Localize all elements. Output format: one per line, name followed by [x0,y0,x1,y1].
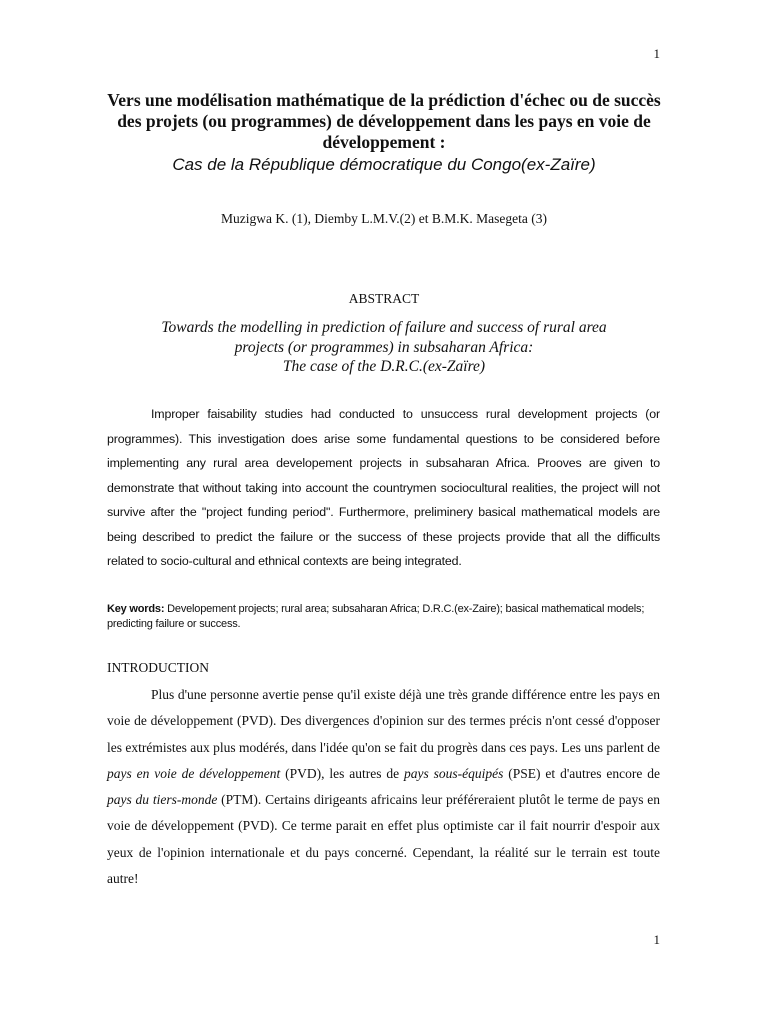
intro-emphasis: pays sous-équipés [404,765,504,781]
intro-text: (PSE) et d'autres encore de [503,765,660,781]
page-number-bottom: 1 [653,932,660,947]
abstract-title-line: projects (or programmes) in subsaharan Africa: [234,338,534,356]
introduction-paragraph [107,682,660,892]
keywords-text: Developement projects; rural area; subsaharan Africa; D.R.C.(ex-Zaire); basical mathematical models; predicting failure or success. [107,603,645,630]
abstract-heading: ABSTRACT [348,291,420,306]
keywords [107,602,660,632]
abstract-body: Improper faisability studies had conducted to unsuccess rural development projects (or programmes). This investigation does arise some fundamental questions to be considered before implementing any rural area developement projects in subsaharan Africa. Prooves are given to demonstrate that without taking into account the countrymen sociocultural realities, the project will not survive after the "project funding period". Furthermore, preliminery basical mathematical models are being described to predict the failure or the success of these projects provide that all the difficults related to socio-cultural and ethnical contexts are being integrated. [107,407,660,568]
keywords-label: Key words: [107,603,165,615]
intro-text: Plus d'une personne avertie pense qu'il existe déjà une très grande différence entre les pays en voie de développement (PVD). Des divergences d'opinion sur des termes précis n'ont cessé d'opposer les extrémistes aux plus modérés, dans l'idée qu'on se fait du progrès dans ces pays. Les uns parlent de [107,687,660,755]
abstract-title-line: The case of the D.R.C.(ex-Zaïre) [282,358,486,375]
paper-title: Vers une modélisation mathématique de la prédiction d'échec ou de succès des projets (ou programmes) de développement dans les pays en voie de développement : [107,90,661,152]
page-number-top: 1 [653,46,660,61]
paper-subtitle: Cas de la République démocratique du Congo(ex-Zaïre) [172,155,596,174]
introduction-heading: INTRODUCTION [107,660,209,675]
intro-emphasis: pays du tiers-monde [107,792,218,808]
intro-text: (PTM). Certains dirigeants africains leur préféreraient plutôt le terme de pays en voie de développement (PVD). Ce terme parait en effet plus optimiste car il fait nourrir d'espoir aux yeux de l'opinion internationale et du pays concerné. Cependant, la réalité sur le terrain est toute autre! [107,792,661,887]
abstract-english-title [100,318,668,377]
author-list: Muzigwa K. (1), Diemby L.M.V.(2) et B.M.K. Masegeta (3) [221,211,547,226]
abstract-title-line: Towards the modelling in prediction of failure and success of rural area [161,319,607,336]
intro-text: (PVD), les autres de [280,765,405,781]
intro-emphasis: pays en voie de développement [107,765,281,781]
